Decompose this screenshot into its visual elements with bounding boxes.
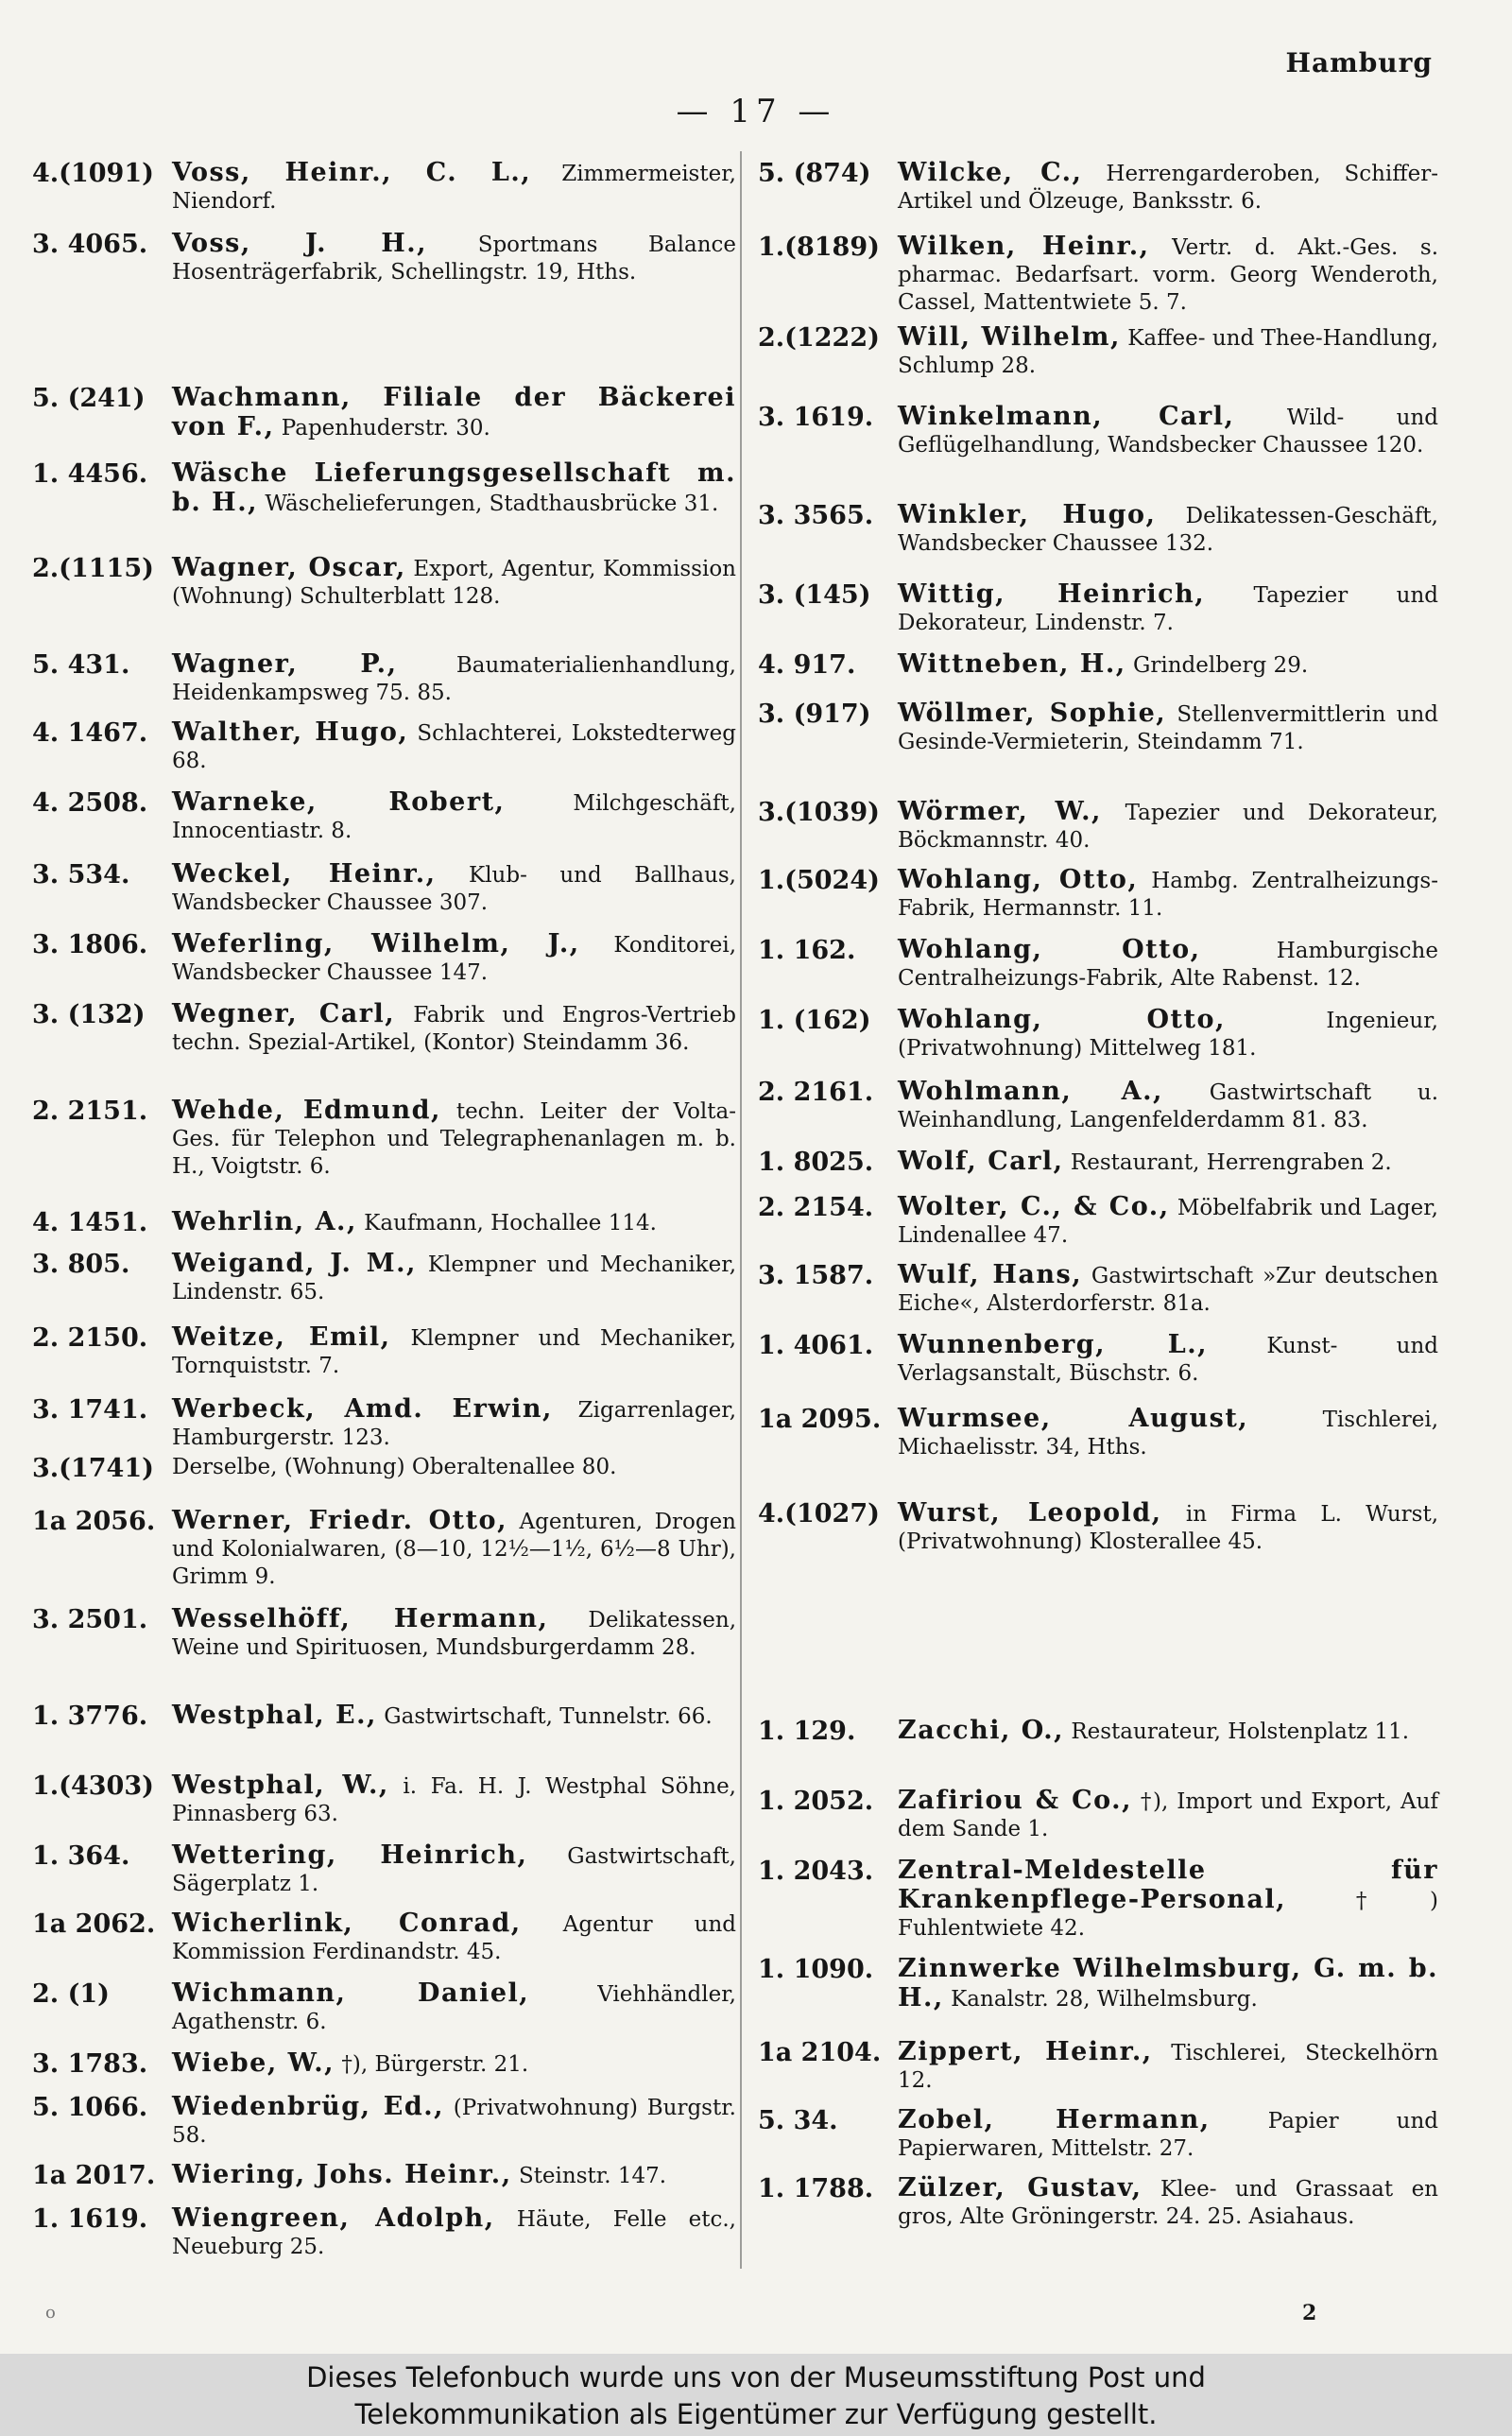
directory-entry <box>32 159 736 216</box>
subscriber-details: †), Import und Export, Auf dem Sande 1. <box>898 1789 1438 1841</box>
directory-entry <box>32 1395 736 1452</box>
subscriber-name: Wiebe, W., <box>172 2048 335 2078</box>
subscriber-name: Wichmann, Daniel, <box>172 1978 530 2008</box>
phone-number: 2.(1222) <box>758 323 880 353</box>
entry-text <box>172 718 736 775</box>
footer-notice <box>0 2354 1512 2436</box>
subscriber-details: Hambg. Zentralheizungs-Fabrik, Hermannstr. 11. <box>898 869 1438 921</box>
subscriber-details: Klempner und Mechaniker, Lindenstr. 65. <box>172 1253 737 1304</box>
subscriber-name: Weitze, Emil, <box>172 1322 391 1352</box>
phone-number: 1. 364. <box>32 1841 130 1871</box>
subscriber-name: Wachmann, Filiale der Bäckerei von F., <box>172 383 736 441</box>
subscriber-details: Kaffee- und Thee-Handlung, Schlump 28. <box>898 326 1438 378</box>
entry-text <box>172 554 736 611</box>
subscriber-name: Zafiriou & Co., <box>898 1786 1132 1815</box>
entry-text <box>898 501 1438 558</box>
phone-number: 1a 2017. <box>32 2161 156 2190</box>
subscriber-details: Fabrik und Engros-Vertrieb techn. Spezial-Artikel, (Kontor) Steindamm 36. <box>172 1003 736 1055</box>
phone-number: 3.(1039) <box>758 798 880 827</box>
phone-number: 3. (132) <box>32 1000 146 1029</box>
subscriber-details: Herrengarderoben, Schiffer-Artikel und Ölzeuge, Banksstr. 6. <box>898 162 1439 214</box>
subscriber-details: Ingenieur, (Privatwohnung) Mittelweg 181. <box>898 1009 1438 1061</box>
directory-entry <box>758 2174 1438 2231</box>
footer-line-2: Telekommunikation als Eigentümer zur Verfügung gestellt. <box>354 2398 1158 2430</box>
entry-text <box>898 1499 1438 1556</box>
subscriber-details: Delikatessen, Weine und Spirituosen, Mundsburgerdamm 28. <box>172 1608 736 1660</box>
subscriber-name: Wicherlink, Conrad, <box>172 1909 522 1938</box>
entry-text <box>898 323 1438 380</box>
entry-text <box>898 866 1438 923</box>
subscriber-details: Gastwirtschaft u. Weinhandlung, Langenfelderdamm 81. 83. <box>898 1080 1439 1132</box>
subscriber-name: Wurmsee, August, <box>898 1404 1249 1433</box>
entry-text <box>898 2038 1438 2095</box>
entry-text <box>172 1208 736 1237</box>
subscriber-name: Weferling, Wilhelm, J., <box>172 929 580 959</box>
directory-entry <box>32 2093 736 2150</box>
subscriber-details: Hamburgische Centralheizungs-Fabrik, Alte Rabenst. 12. <box>898 939 1438 991</box>
directory-entry <box>32 1323 736 1380</box>
phone-number: 4.(1027) <box>758 1499 880 1529</box>
subscriber-details: Gastwirtschaft, Sägerplatz 1. <box>172 1844 736 1896</box>
phone-number: 3. (917) <box>758 700 871 729</box>
phone-number: 4.(1091) <box>32 159 154 188</box>
entry-text <box>172 2161 736 2190</box>
subscriber-name: Wohlmann, A., <box>898 1077 1163 1106</box>
subscriber-name: Wiengreen, Adolph, <box>172 2203 495 2233</box>
subscriber-details: techn. Leiter der Volta-Ges. für Telephon und Telegraphenanlagen m. b. H., Voigtstr. 6. <box>172 1099 737 1179</box>
directory-entry <box>32 1605 736 1662</box>
entry-text <box>898 1857 1438 1943</box>
subscriber-name: Wehde, Edmund, <box>172 1096 441 1125</box>
entry-text <box>172 1605 736 1662</box>
entry-text <box>898 1006 1438 1063</box>
entry-text <box>898 1331 1438 1388</box>
subscriber-details: Möbelfabrik und Lager, Lindenallee 47. <box>898 1196 1438 1248</box>
directory-entry <box>32 860 736 917</box>
subscriber-name: Wilcke, C., <box>898 158 1083 187</box>
subscriber-details: Kaufmann, Hochallee 114. <box>364 1211 657 1235</box>
entry-text <box>172 860 736 917</box>
subscriber-name: Zippert, Heinr., <box>898 2037 1153 2066</box>
phone-number: 2. 2161. <box>758 1078 874 1107</box>
phone-number: 1a 2062. <box>32 1909 156 1939</box>
subscriber-name: Wohlang, Otto, <box>898 865 1139 894</box>
subscriber-name: Wörmer, W., <box>898 797 1102 826</box>
subscriber-name: Werner, Friedr. Otto, <box>172 1506 507 1535</box>
entry-text <box>172 1702 736 1731</box>
subscriber-details: Konditorei, Wandsbecker Chaussee 147. <box>172 933 737 985</box>
entry-text <box>172 1507 736 1591</box>
entry-text <box>898 650 1438 680</box>
subscriber-details: Milchgeschäft, Innocentiastr. 8. <box>172 791 736 843</box>
subscriber-details: Gastwirtschaft, Tunnelstr. 66. <box>384 1704 713 1729</box>
entry-text <box>898 1405 1438 1461</box>
subscriber-name: Zülzer, Gustav, <box>898 2173 1143 2203</box>
phone-number: 3. 534. <box>32 860 130 890</box>
subscriber-name: Wunnenberg, L., <box>898 1330 1209 1359</box>
column-divider <box>740 151 742 2269</box>
subscriber-details: Zimmermeister, Niendorf. <box>172 162 736 214</box>
subscriber-name: Westphal, E., <box>172 1701 377 1730</box>
directory-entry <box>758 1261 1438 1318</box>
phone-number: 5. 431. <box>32 650 130 680</box>
entry-text <box>172 650 736 707</box>
subscriber-name: Wiering, Johs. Heinr., <box>172 2160 512 2189</box>
subscriber-details: Grindelberg 29. <box>1132 653 1309 678</box>
subscriber-name: Voss, Heinr., C. L., <box>172 158 532 187</box>
directory-entry <box>758 501 1438 558</box>
entry-text <box>898 1955 1438 2013</box>
subscriber-name: Weigand, J. M., <box>172 1249 417 1278</box>
entry-text <box>172 159 736 216</box>
directory-entry <box>758 1955 1438 2013</box>
subscriber-name: Weckel, Heinr., <box>172 859 437 889</box>
entry-text <box>898 1193 1438 1250</box>
subscriber-name: Wäsche Lieferungsgesellschaft m. b. H., <box>172 458 736 517</box>
directory-entry <box>758 403 1438 459</box>
subscriber-details: Kanalstr. 28, Wilhelmsburg. <box>951 1987 1258 2012</box>
phone-number: 4. 1451. <box>32 1208 148 1237</box>
entry-text <box>172 1323 736 1380</box>
directory-entry <box>758 700 1438 756</box>
subscriber-details: Papier und Papierwaren, Mittelstr. 27. <box>898 2109 1438 2161</box>
subscriber-details: Viehhändler, Agathenstr. 6. <box>172 1982 736 2034</box>
phone-number: 1. 3776. <box>32 1702 148 1731</box>
subscriber-name: Zinnwerke Wilhelmsburg, G. m. b. H., <box>898 1954 1438 2013</box>
directory-entry <box>758 1193 1438 1250</box>
subscriber-name: Wöllmer, Sophie, <box>898 699 1167 728</box>
directory-entry <box>32 1841 736 1898</box>
directory-entry <box>758 1499 1438 1556</box>
subscriber-name: Wolf, Carl, <box>898 1147 1064 1176</box>
entry-text <box>172 1979 736 2036</box>
subscriber-name: Walther, Hugo, <box>172 717 409 747</box>
directory-entry <box>758 1006 1438 1063</box>
directory-entry <box>32 2049 736 2079</box>
directory-entry <box>758 1857 1438 1943</box>
subscriber-details: Agenturen, Drogen und Kolonialwaren, (8—10, 12½—1½, 6½—8 Uhr), Grimm 9. <box>172 1510 736 1589</box>
entry-text <box>898 1717 1438 1746</box>
entry-text <box>898 798 1438 855</box>
entry-text <box>898 936 1438 993</box>
phone-number: 4. 1467. <box>32 718 148 748</box>
directory-entry <box>758 580 1438 637</box>
directory-entry <box>758 936 1438 993</box>
phone-number: 3. 1619. <box>758 403 874 432</box>
subscriber-name: Wegner, Carl, <box>172 999 396 1028</box>
entry-text <box>172 1250 736 1306</box>
subscriber-details: †) Fuhlentwiete 42. <box>898 1889 1438 1941</box>
region-heading: Hamburg <box>1285 47 1433 78</box>
subscriber-name: Wohlang, Otto, <box>898 935 1201 964</box>
subscriber-details: (Privatwohnung) Burgstr. 58. <box>172 2096 736 2148</box>
directory-entry <box>32 650 736 707</box>
subscriber-name: Wolter, C., & Co., <box>898 1192 1170 1221</box>
phone-number: 1. 4456. <box>32 459 148 489</box>
directory-entry <box>32 1909 736 1966</box>
directory-entry <box>758 1717 1438 1746</box>
directory-entry <box>758 1787 1438 1843</box>
entry-text <box>898 1078 1438 1134</box>
subscriber-name: Zentral-Meldestelle für Krankenpflege-Personal, <box>898 1856 1438 1914</box>
subscriber-details: Tischlerei, Michaelisstr. 34, Hths. <box>898 1408 1439 1460</box>
entry-text <box>172 788 736 845</box>
entry-text <box>172 2049 736 2079</box>
subscriber-details: Steinstr. 147. <box>518 2164 667 2188</box>
entry-text <box>172 1454 736 1481</box>
corner-mark: o <box>45 2303 56 2323</box>
phone-number: 1a 2104. <box>758 2038 882 2067</box>
entry-text <box>898 1787 1438 1843</box>
entry-text <box>898 2106 1438 2163</box>
signature-mark: 2 <box>1302 2301 1317 2325</box>
directory-entry <box>758 650 1438 680</box>
phone-number: 3. (145) <box>758 580 871 610</box>
subscriber-details: Häute, Felle etc., Neueburg 25. <box>172 2207 736 2259</box>
phone-number: 1a 2095. <box>758 1405 882 1434</box>
subscriber-name: Winkelmann, Carl, <box>898 402 1235 431</box>
phone-number: 1. 4061. <box>758 1331 874 1360</box>
directory-entry <box>32 384 736 442</box>
phone-number: 1.(8189) <box>758 233 880 262</box>
phone-number: 1. 129. <box>758 1717 856 1746</box>
phone-number: 1. 2052. <box>758 1787 874 1816</box>
subscriber-name: Wagner, P., <box>172 649 398 679</box>
phone-number: 5. (241) <box>32 384 146 413</box>
entry-text <box>172 1909 736 1966</box>
subscriber-details: Derselbe, (Wohnung) Oberaltenallee 80. <box>172 1455 617 1479</box>
phone-number: 5. 1066. <box>32 2093 148 2122</box>
phone-number: 4. 2508. <box>32 788 148 818</box>
directory-entry <box>758 233 1438 317</box>
directory-entry <box>758 1405 1438 1461</box>
subscriber-name: Winkler, Hugo, <box>898 500 1157 529</box>
directory-entry <box>32 1771 736 1828</box>
phone-number: 5. (874) <box>758 159 871 188</box>
subscriber-details: Restaurant, Herrengraben 2. <box>1070 1150 1392 1175</box>
directory-entry <box>32 2161 736 2190</box>
phone-number: 5. 34. <box>758 2106 838 2135</box>
directory-entry <box>32 1208 736 1237</box>
directory-entry <box>32 1454 736 1481</box>
subscriber-details: i. Fa. H. J. Westphal Söhne, Pinnasberg 63. <box>172 1774 736 1826</box>
phone-number: 2. 2154. <box>758 1193 874 1222</box>
phone-number: 3. 4065. <box>32 230 148 259</box>
entry-text <box>172 2204 736 2261</box>
phone-number: 3.(1741) <box>32 1454 154 1483</box>
subscriber-details: Vertr. d. Akt.-Ges. s. pharmac. Bedarfsart. vorm. Georg Wenderoth, Cassel, Mattentwiete 5. 7. <box>898 235 1439 315</box>
subscriber-name: Wittneben, H., <box>898 649 1126 679</box>
directory-entry <box>758 1148 1438 1177</box>
entry-text <box>172 930 736 987</box>
subscriber-details: Klempner und Mechaniker, Tornquiststr. 7. <box>172 1326 737 1378</box>
subscriber-details: Sportmans Balance Hosenträgerfabrik, Schellingstr. 19, Hths. <box>172 233 737 285</box>
directory-entry <box>758 798 1438 855</box>
directory-entry <box>32 459 736 518</box>
phone-number: 1. 2043. <box>758 1857 874 1886</box>
phone-number: 3. 805. <box>32 1250 130 1279</box>
subscriber-name: Werbeck, Amd. Erwin, <box>172 1394 553 1424</box>
subscriber-name: Voss, J. H., <box>172 229 428 258</box>
phone-number: 3. 1806. <box>32 930 148 959</box>
footer-line-1: Dieses Telefonbuch wurde uns von der Museumsstiftung Post und <box>306 2361 1206 2393</box>
subscriber-name: Zobel, Hermann, <box>898 2105 1211 2134</box>
subscriber-name: Wesselhöff, Hermann, <box>172 1604 549 1633</box>
subscriber-name: Westphal, W., <box>172 1771 389 1800</box>
subscriber-name: Wurst, Leopold, <box>898 1498 1162 1528</box>
directory-entry <box>758 1331 1438 1388</box>
subscriber-details: Klee- und Grassaat en gros, Alte Gröningerstr. 24. 25. Asiahaus. <box>898 2177 1438 2229</box>
entry-text <box>172 1841 736 1898</box>
entry-text <box>898 1148 1438 1177</box>
entry-text <box>898 233 1438 317</box>
phone-number: 4. 917. <box>758 650 856 680</box>
phone-number: 1.(4303) <box>32 1771 154 1801</box>
phone-number: 3. 2501. <box>32 1605 148 1634</box>
entry-text <box>172 459 736 518</box>
phone-number: 1.(5024) <box>758 866 880 895</box>
phone-number: 3. 1741. <box>32 1395 148 1425</box>
subscriber-name: Wiedenbrüg, Ed., <box>172 2092 445 2121</box>
directory-entry <box>32 1097 736 1181</box>
entry-text <box>898 2174 1438 2231</box>
directory-entry <box>32 788 736 845</box>
directory-entry <box>758 323 1438 380</box>
entry-text <box>172 384 736 442</box>
phone-number: 3. 1587. <box>758 1261 874 1290</box>
directory-entry <box>758 2038 1438 2095</box>
directory-entry <box>758 866 1438 923</box>
subscriber-name: Wilken, Heinr., <box>898 232 1150 261</box>
subscriber-name: Wittig, Heinrich, <box>898 579 1206 609</box>
directory-entry <box>32 1979 736 2036</box>
subscriber-name: Will, Wilhelm, <box>898 322 1121 352</box>
directory-entry <box>758 2106 1438 2163</box>
entry-text <box>898 700 1438 756</box>
phone-number: 2.(1115) <box>32 554 154 583</box>
directory-entry <box>758 159 1438 216</box>
subscriber-name: Warneke, Robert, <box>172 787 506 817</box>
directory-entry <box>32 1000 736 1057</box>
directory-entry <box>32 554 736 611</box>
directory-entry <box>758 1078 1438 1134</box>
subscriber-details: Papenhuderstr. 30. <box>281 416 490 441</box>
phone-number: 2. (1) <box>32 1979 110 2009</box>
subscriber-details: Tapezier und Dekorateur, Lindenstr. 7. <box>898 583 1438 635</box>
subscriber-details: Tischlerei, Steckelhörn 12. <box>898 2041 1439 2093</box>
phone-number: 1. (162) <box>758 1006 871 1035</box>
phone-number: 3. 3565. <box>758 501 874 530</box>
entry-text <box>898 580 1438 637</box>
subscriber-details: Baumaterialienhandlung, Heidenkampsweg 75. 85. <box>172 653 736 705</box>
entry-text <box>898 1261 1438 1318</box>
phone-number: 1. 162. <box>758 936 856 965</box>
subscriber-details: Klub- und Ballhaus, Wandsbecker Chaussee 307. <box>172 863 736 915</box>
subscriber-details: Zigarrenlager, Hamburgerstr. 123. <box>172 1398 737 1450</box>
subscriber-name: Wettering, Heinrich, <box>172 1840 528 1870</box>
subscriber-name: Wehrlin, A., <box>172 1207 357 1236</box>
page-number: — 17 — <box>676 93 836 130</box>
entry-text <box>172 1395 736 1452</box>
entry-text <box>172 230 736 286</box>
phone-number: 1. 1090. <box>758 1955 874 1984</box>
subscriber-details: in Firma L. Wurst, (Privatwohnung) Klosterallee 45. <box>898 1502 1439 1554</box>
directory-entry <box>32 1507 736 1591</box>
phone-number: 1a 2056. <box>32 1507 156 1536</box>
subscriber-details: Export, Agentur, Kommission (Wohnung) Schulterblatt 128. <box>172 557 736 609</box>
subscriber-details: Agentur und Kommission Ferdinandstr. 45. <box>172 1912 737 1964</box>
directory-entry <box>32 1250 736 1306</box>
subscriber-details: Restaurateur, Holstenplatz 11. <box>1071 1719 1410 1744</box>
phone-number: 1. 1788. <box>758 2174 874 2203</box>
phone-number: 2. 2150. <box>32 1323 148 1353</box>
subscriber-details: Kunst- und Verlagsanstalt, Büschstr. 6. <box>898 1334 1438 1386</box>
subscriber-details: †), Bürgerstr. 21. <box>341 2052 529 2077</box>
subscriber-name: Wohlang, Otto, <box>898 1005 1226 1034</box>
subscriber-name: Zacchi, O., <box>898 1716 1065 1745</box>
directory-entry <box>32 1702 736 1731</box>
entry-text <box>898 159 1438 216</box>
entry-text <box>172 2093 736 2150</box>
phone-number: 1. 1619. <box>32 2204 148 2234</box>
subscriber-name: Wagner, Oscar, <box>172 553 406 582</box>
directory-entry <box>32 2204 736 2261</box>
directory-entry <box>32 718 736 775</box>
phone-number: 1. 8025. <box>758 1148 874 1177</box>
directory-entry <box>32 230 736 286</box>
entry-text <box>172 1097 736 1181</box>
subscriber-details: Stellenvermittlerin und Gesinde-Vermieterin, Steindamm 71. <box>898 702 1438 754</box>
subscriber-details: Wild- und Geflügelhandlung, Wandsbecker Chaussee 120. <box>898 406 1438 458</box>
entry-text <box>172 1771 736 1828</box>
subscriber-details: Gastwirtschaft »Zur deutschen Eiche«, Alsterdorferstr. 81a. <box>898 1264 1439 1316</box>
subscriber-details: Schlachterei, Lokstedterweg 68. <box>172 721 737 773</box>
entry-text <box>898 403 1438 459</box>
subscriber-details: Wäschelieferungen, Stadthausbrücke 31. <box>265 492 719 516</box>
directory-entry <box>32 930 736 987</box>
entry-text <box>172 1000 736 1057</box>
phone-number: 2. 2151. <box>32 1097 148 1126</box>
phone-number: 3. 1783. <box>32 2049 148 2079</box>
subscriber-details: Delikatessen-Geschäft, Wandsbecker Chaussee 132. <box>898 504 1438 556</box>
subscriber-details: Tapezier und Dekorateur, Böckmannstr. 40. <box>898 801 1438 853</box>
subscriber-name: Wulf, Hans, <box>898 1260 1083 1289</box>
